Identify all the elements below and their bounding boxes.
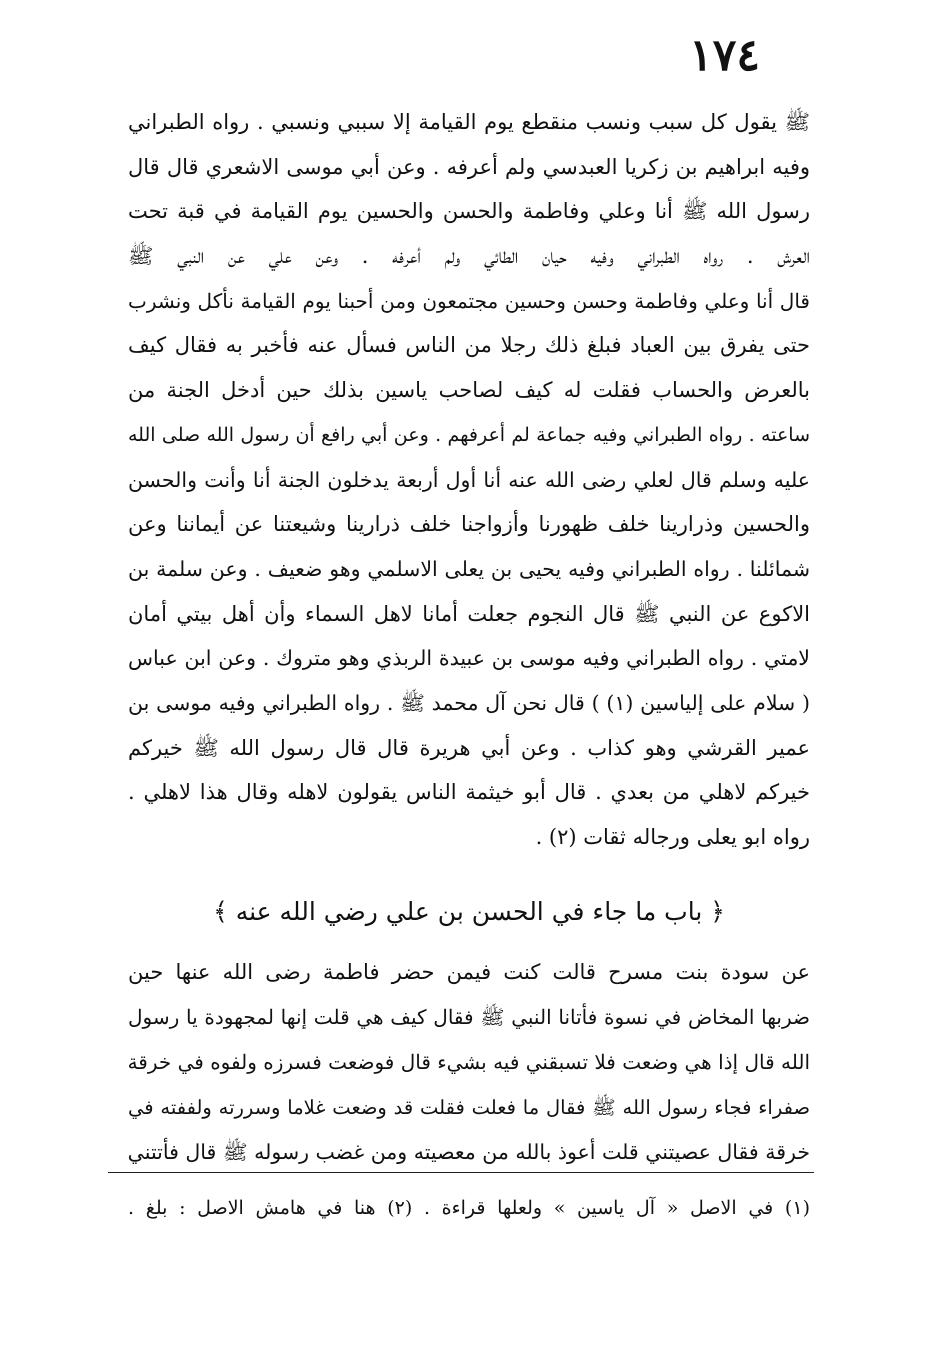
text-line: العرش . رواه الطبراني وفيه حيان الطائي ولم أعرفه . وعن علي عن النبي ﷺ [128, 244, 810, 269]
text-line: شمائلنا . رواه الطبراني وفيه يحيى بن يعلى الاسلمي وهو ضعيف . وعن سلمة بن [128, 556, 810, 581]
text-line: قال أنا وعلي وفاطمة وحسن وحسين مجتمعون ومن أحبنا يوم القيامة نأكل ونشرب [128, 288, 810, 313]
section-heading: ﴿ باب ما جاء في الحسن بن علي رضي الله عنه ﴾ [213, 897, 725, 926]
page-number: ١٧٤ [689, 30, 760, 81]
paragraph-1 [128, 100, 810, 860]
text-line: حتى يفرق بين العباد فبلغ ذلك رجلا من الناس فسأل عنه فأخبر به فقال كيف [128, 333, 810, 358]
text-line: ضربها المخاض في نسوة فأتانا النبي ﷺ فقال كيف هي قلت إنها لمجهودة يا رسول [128, 1005, 810, 1029]
footnote-divider [108, 1172, 814, 1173]
paragraph-2 [128, 950, 810, 1175]
text-line: رواه ابو يعلى ورجاله ثقات (٢) . [535, 825, 810, 849]
footnote: (١) في الاصل « آل ياسين » ولعلها قراءة . (٢) هنا في هامش الاصل : بلغ . [128, 1197, 810, 1219]
text-line: صفراء فجاء رسول الله ﷺ فقال ما فعلت فقلت قد وضعت غلاما وسررته ولففته في [128, 1096, 810, 1119]
text-line: ( سلام على إلياسين (١) ) قال نحن آل محمد ﷺ . رواه الطبراني وفيه موسى بن [128, 690, 810, 715]
text-line: بالعرض والحساب فقلت له كيف لصاحب ياسين بذلك حين أدخل الجنة من [128, 378, 810, 403]
text-line: لامتي . رواه الطبراني وفيه موسى بن عبيدة الربذي وهو متروك . وعن ابن عباس [128, 646, 810, 671]
text-line: ساعته . رواه الطبراني وفيه جماعة لم أعرفهم . وعن أبي رافع أن رسول الله صلى الله [128, 423, 810, 446]
text-line: عن سودة بنت مسرح قالت كنت فيمن حضر فاطمة رضى الله عنها حين [128, 960, 810, 984]
text-line: والحسين وذرارينا خلف ظهورنا وأزواجنا خلف ذرارينا وشيعتنا عن أيماننا وعن [128, 512, 810, 537]
text-line: عمير القرشي وهو كذاب . وعن أبي هريرة قال قال رسول الله ﷺ خيركم [128, 735, 810, 760]
text-line: عليه وسلم قال لعلي رضى الله عنه أنا أول أربعة يدخلون الجنة أنا وأنت والحسن [128, 467, 810, 492]
text-line: خيركم لاهلي من بعدي . قال أبو خيثمة الناس يقولون لاهله وقال هذا لاهلي . [128, 780, 810, 805]
text-line: وفيه ابراهيم بن زكريا العبدسي ولم أعرفه . وعن أبي موسى الاشعري قال قال [128, 154, 810, 179]
text-line: رسول الله ﷺ أنا وعلي وفاطمة والحسن والحسين يوم القيامة في قبة تحت [128, 199, 810, 224]
text-line: الله قال إذا هي وضعت فلا تسبقني فيه بشيء قال فوضعت فسرزه ولفوه في خرقة [128, 1050, 810, 1074]
text-line: الاكوع عن النبي ﷺ قال النجوم جعلت أمانا لاهل السماء وأن أهل بيتي أمان [128, 601, 810, 626]
text-line: خرقة فقال عصيتني قلت أعوذ بالله من معصيته ومن غضب رسوله ﷺ قال فأتتني [128, 1140, 810, 1164]
text-line: ﷺ يقول كل سبب ونسب منقطع يوم القيامة إلا سببي ونسبي . رواه الطبراني [128, 110, 810, 134]
